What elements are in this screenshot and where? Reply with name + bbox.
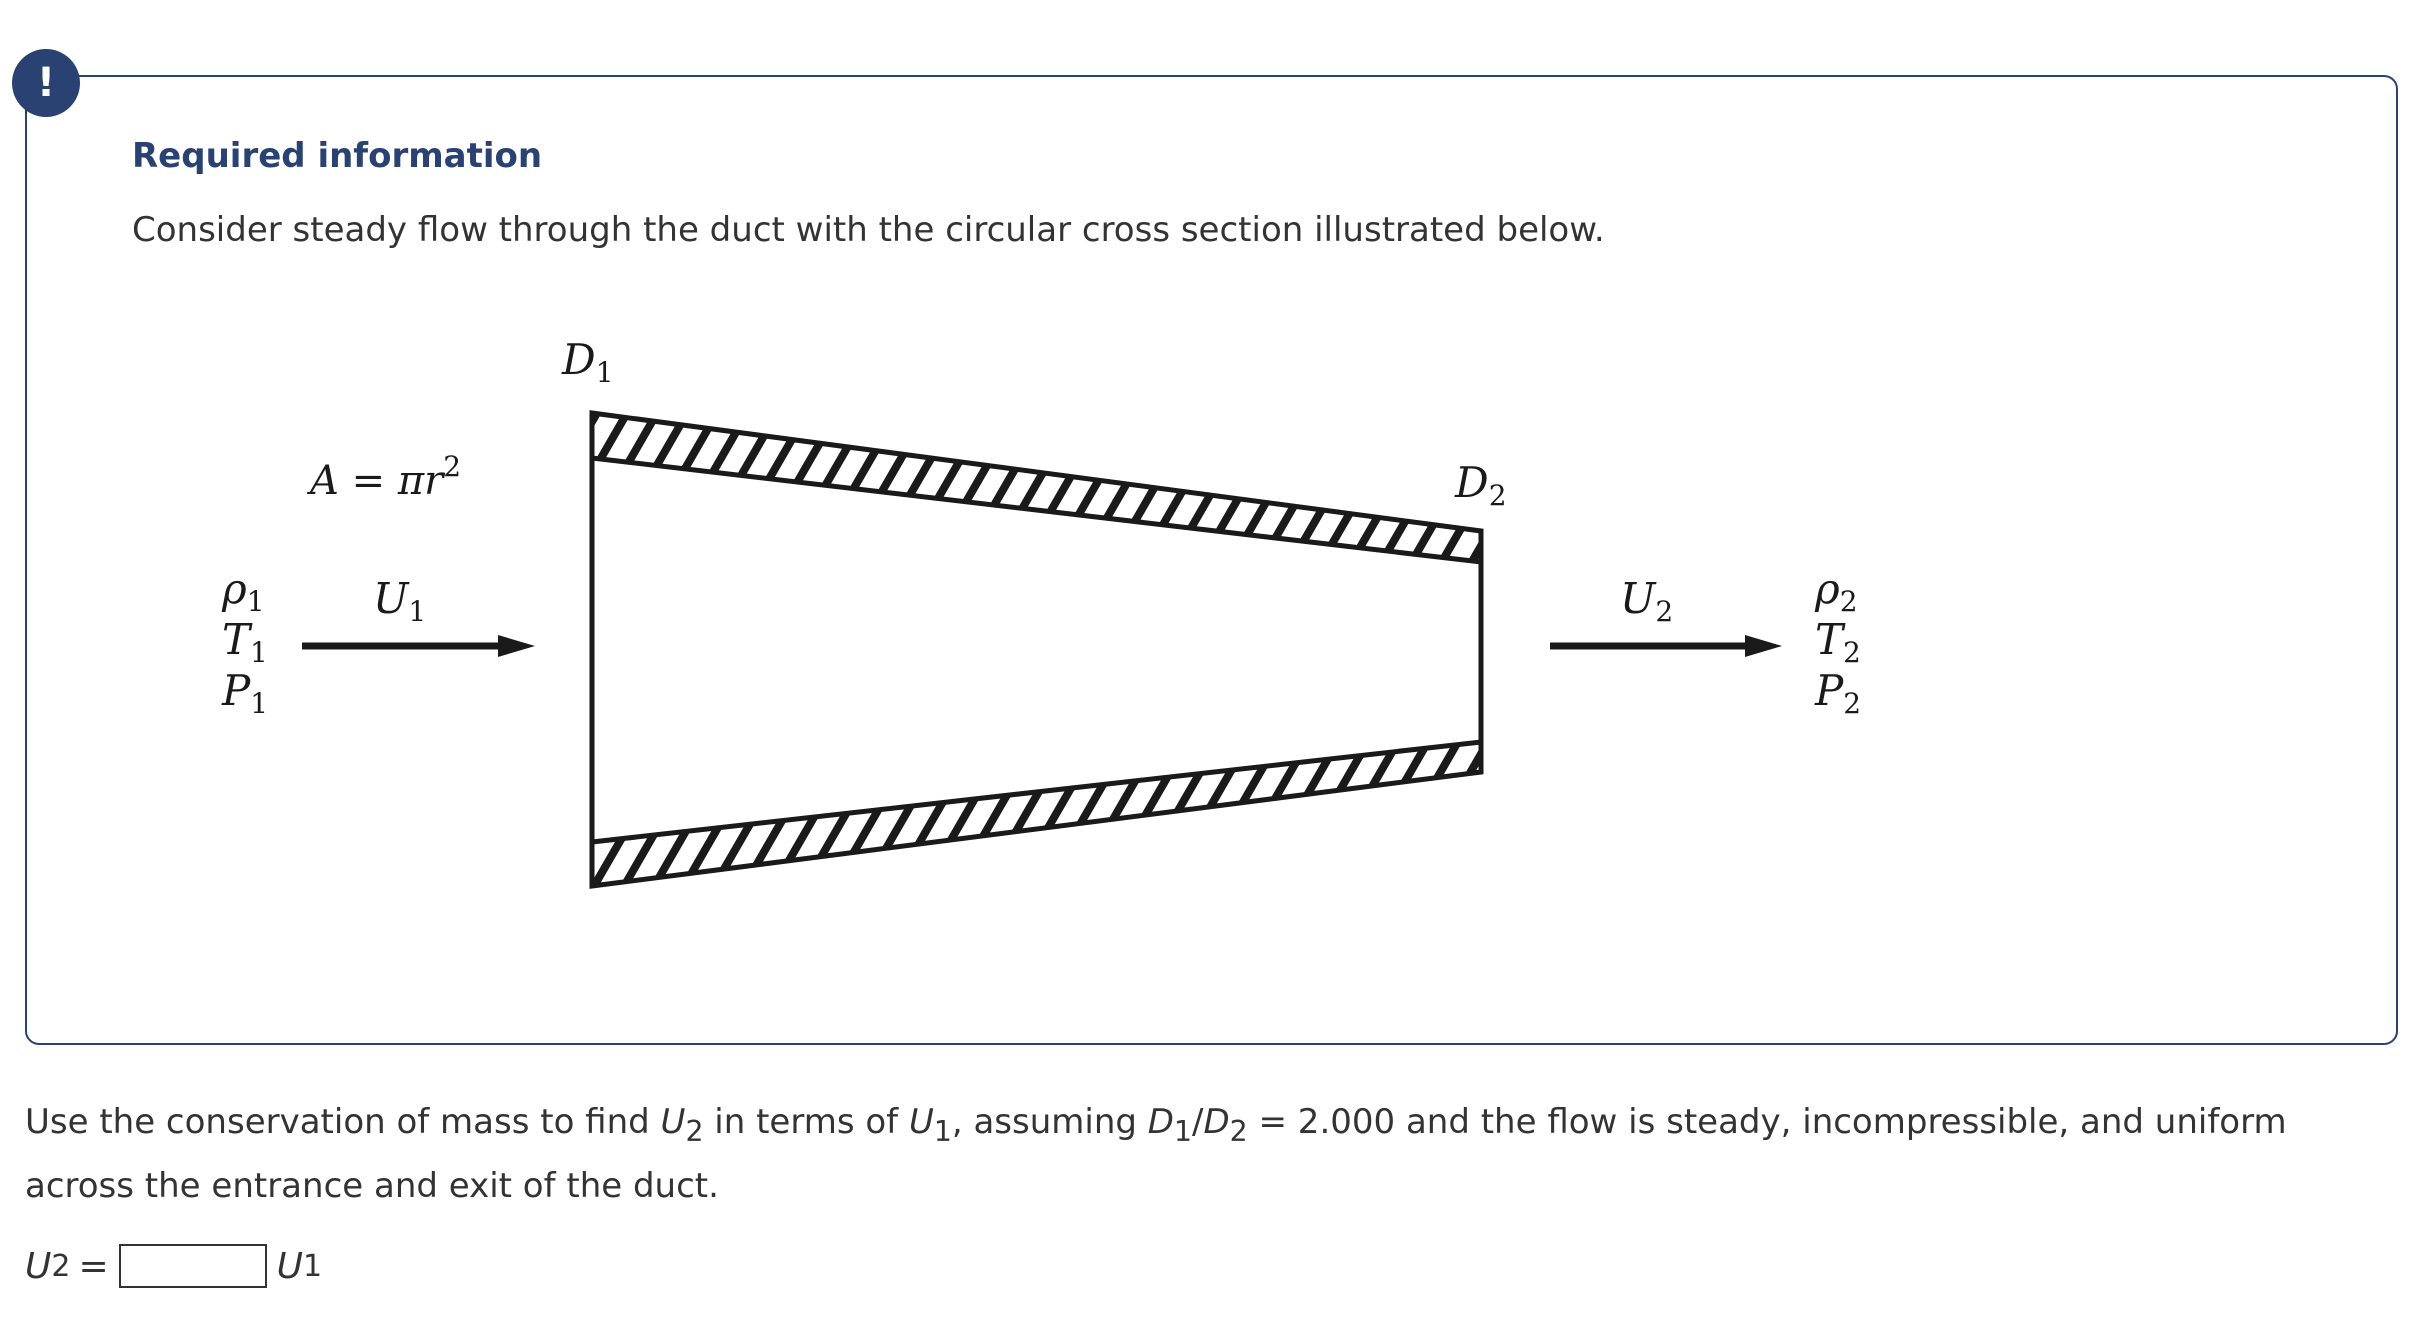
duct-diagram [190,330,1910,910]
outlet-flow-arrow [1550,635,1782,657]
label-area-formula: $A = \pi r^2$ [310,450,462,504]
answer-rhs-var: U [276,1245,303,1287]
label-d2: D2 [1455,458,1507,512]
label-p1: P1 [222,666,269,720]
label-rho1: ρ1 [222,564,265,618]
label-t2: T2 [1815,615,1861,669]
duct-bottom-wall [592,742,1481,886]
label-d1: D1 [562,335,614,389]
info-description: Consider steady flow through the duct with the circular cross section illustrated below. [132,210,1605,250]
answer-lhs-sub: 2 [51,1248,71,1284]
answer-lhs-var: U [25,1245,52,1287]
exclamation-icon: ! [12,49,80,117]
answer-rhs-sub: 1 [302,1248,323,1284]
answer-row [25,1238,322,1294]
label-p2: P2 [1815,666,1862,720]
info-title: Required information [132,136,543,176]
label-u2: U2 [1620,574,1674,628]
inlet-flow-arrow [302,635,535,657]
question-text: Use the conservation of mass to find $U_2$ in terms of $U_1$, assuming $D_1/D_2 = 2.000$ and the flow is steady, incompressible, and uniform across the entrance and exit of the duct. [25,1102,2287,1206]
label-t1: T1 [222,615,268,669]
label-u1: U1 [373,574,427,628]
answer-input[interactable] [119,1244,267,1288]
label-rho2: ρ2 [1815,564,1858,618]
answer-equals: = [78,1245,109,1287]
duct-top-wall [592,413,1481,562]
